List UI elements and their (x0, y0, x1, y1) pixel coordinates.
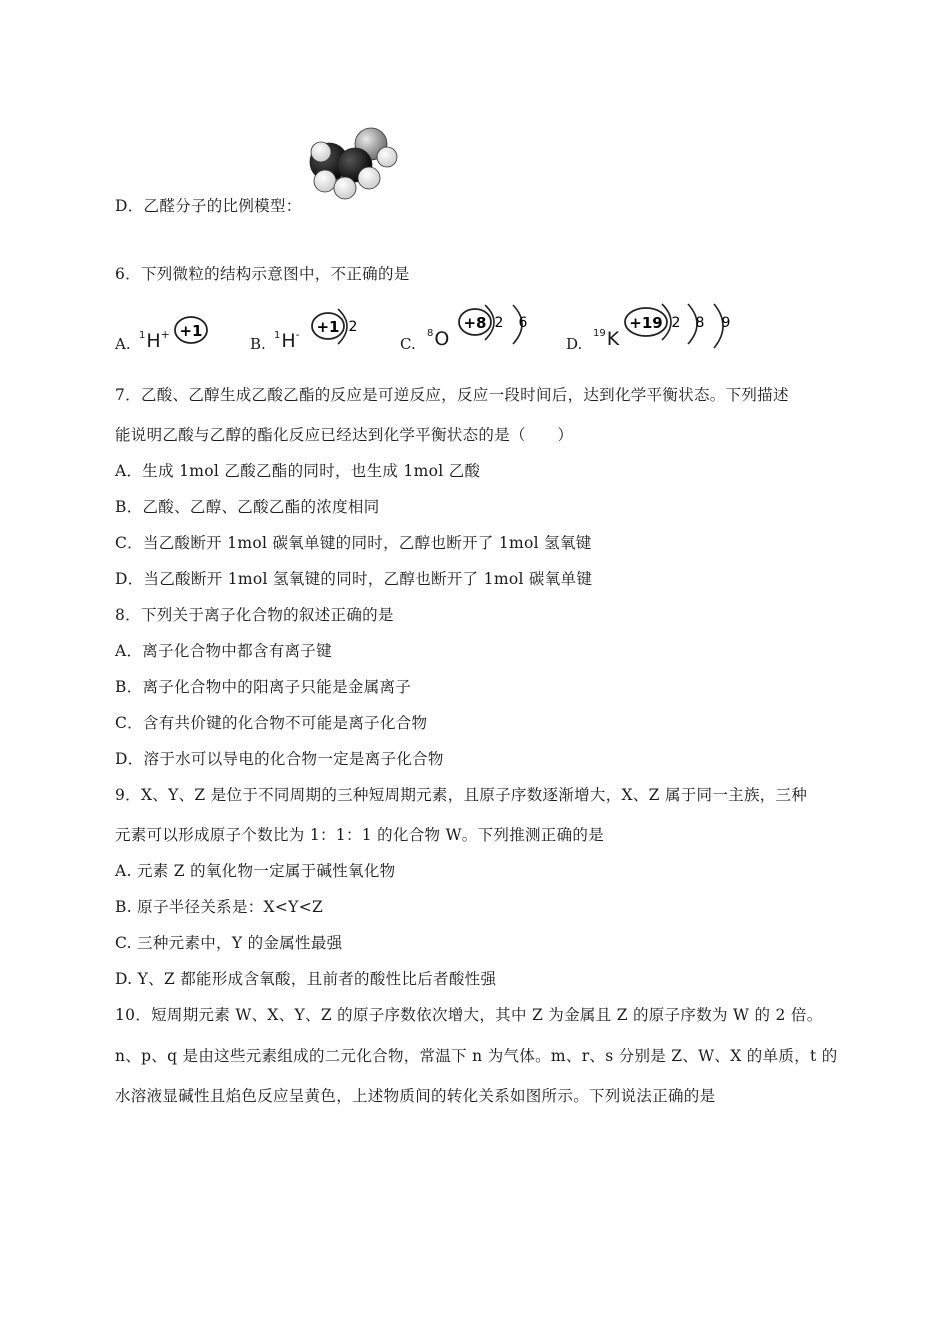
q8-option-a[interactable]: A．离子化合物中都含有离子键 (115, 642, 332, 660)
svg-text:6: 6 (518, 315, 528, 331)
q6-option-b[interactable] (250, 308, 370, 354)
q9-option-c[interactable]: C. 三种元素中，Y 的金属性最强 (115, 934, 343, 952)
q8-option-c[interactable]: C．含有共价键的化合物不可能是离子化合物 (115, 714, 428, 732)
q8-option-d[interactable]: D．溶于水可以导电的化合物一定是离子化合物 (115, 750, 444, 768)
q9-stem-line1: 9．X、Y、Z 是位于不同周期的三种短周期元素，且原子序数逐渐增大，X、Z 属于同一主族，三种 (115, 786, 808, 804)
svg-text:8: 8 (695, 315, 705, 331)
atom-structure-diagram (308, 304, 368, 350)
q7-option-d[interactable]: D．当乙酸断开 1mol 氢氧键的同时，乙醇也断开了 1mol 碳氧单键 (115, 570, 593, 588)
svg-text:2: 2 (494, 315, 504, 331)
q8-stem: 8．下列关于离子化合物的叙述正确的是 (115, 606, 394, 624)
q10-stem-line1: 10．短周期元素 W、X、Y、Z 的原子序数依次增大，其中 Z 为金属且 Z 的原子序数为 W 的 2 倍。 (115, 1006, 823, 1024)
atom-structure-diagram (171, 308, 221, 352)
q6-option-a[interactable] (115, 308, 235, 354)
q7-stem-line2: 能说明乙酸与乙醇的酯化反应已经达到化学平衡状态的是（ ） (115, 426, 574, 444)
q8-option-b[interactable]: B．离子化合物中的阳离子只能是金属离子 (115, 678, 412, 696)
particle-symbol: $^{19}$K (593, 328, 620, 350)
option-label: C. (400, 335, 416, 353)
q9-option-b[interactable]: B. 原子半径关系是：X<Y<Z (115, 898, 324, 916)
q9-option-d[interactable]: D. Y、Z 都能形成含氧酸，且前者的酸性比后者酸性强 (115, 970, 497, 988)
q7-option-c[interactable]: C．当乙酸断开 1mol 碳氧单键的同时，乙醇也断开了 1mol 氢氧键 (115, 534, 592, 552)
option-label: A. (115, 335, 131, 353)
q10-stem-line2: n、p、q 是由这些元素组成的二元化合物，常温下 n 为气体。m、r、s 分别是 Z、W、X 的单质，t 的 (115, 1047, 838, 1065)
q9-stem-line2: 元素可以形成原子个数比为 1：1：1 的化合物 W。下列推测正确的是 (115, 826, 604, 844)
q6-option-c[interactable] (400, 308, 540, 354)
svg-text:+19: +19 (629, 314, 663, 332)
svg-text:+8: +8 (463, 314, 487, 332)
option-label: D. (566, 335, 583, 353)
q6-stem: 6．下列微粒的结构示意图中，不正确的是 (115, 265, 410, 283)
q5-option-d: D．乙醛分子的比例模型： (115, 197, 302, 215)
q7-stem-line1: 7．乙酸、乙醇生成乙酸乙酯的反应是可逆反应，反应一段时间后，达到化学平衡状态。下列描述 (115, 386, 789, 404)
q9-option-a[interactable]: A. 元素 Z 的氧化物一定属于碱性氧化物 (115, 862, 396, 880)
particle-symbol: $^1$H- (274, 328, 300, 352)
acetaldehyde-space-filling-model (305, 125, 405, 209)
atom-structure-diagram (455, 300, 537, 350)
option-label: B. (250, 335, 266, 353)
q7-option-a[interactable]: A．生成 1mol 乙酸乙酯的同时，也生成 1mol 乙酸 (115, 462, 481, 480)
svg-text:+1: +1 (316, 318, 340, 336)
atom-structure-diagram (622, 300, 742, 352)
q10-stem-line3: 水溶液显碱性且焰色反应呈黄色，上述物质间的转化关系如图所示。下列说法正确的是 (115, 1087, 716, 1105)
q6-option-d[interactable] (566, 308, 746, 354)
svg-text:2: 2 (348, 319, 358, 335)
svg-text:2: 2 (671, 315, 681, 331)
svg-text:+1: +1 (179, 322, 203, 340)
q7-option-b[interactable]: B．乙酸、乙醇、乙酸乙酯的浓度相同 (115, 498, 380, 516)
svg-text:9: 9 (721, 315, 731, 331)
particle-symbol: $^1$H+ (139, 328, 170, 352)
particle-symbol: $^8$O (427, 328, 450, 350)
